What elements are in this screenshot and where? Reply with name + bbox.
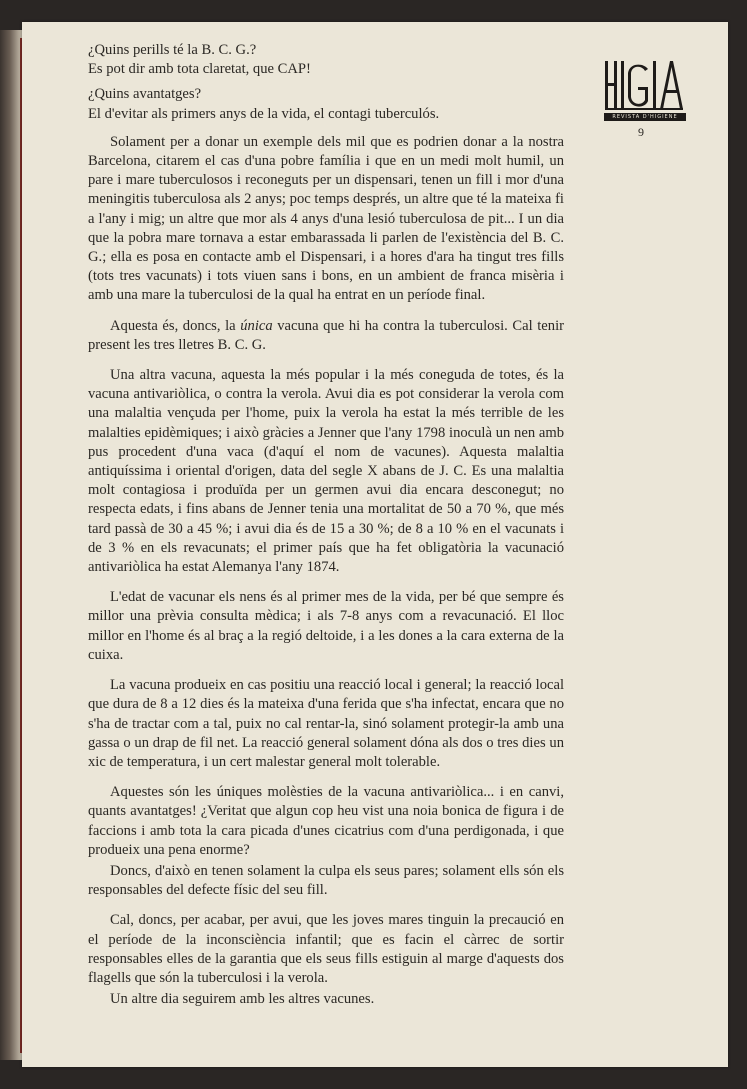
question-advantages: ¿Quins avantatges? [88, 86, 202, 103]
paragraph-reaction: La vacuna produeix en cas positiu una reacció local i general; la reacció local que dura de 8 a 12 dies és la mateixa d'una ferida que s'ha infectat, encara que no s'ha de tractar com a tal, puix no cal rentar-la, sinó solament protegir-la amb una gassa o un drap de fil net. La reacció general solament dóna als dos o tres dies un xic de temperatura, i un cert malestar general molt tolerable. [88, 677, 564, 770]
question-dangers: ¿Quins perills té la B. C. G.? [88, 42, 257, 58]
paragraph-closing: Un altre dia seguirem amb les altres vacunes. [110, 991, 375, 1008]
paragraph-advantages: Aquestes són les úniques molèsties de la vacuna antivariòlica... i en canvi, quants avantatges! ¿Veritat que algun cop heu vist una noia bonica de figura i de faccions i amb tota la cara picada d'unes cicatrius com d'una perdigonada, i que produeix una pena enorme? [88, 784, 564, 858]
paragraph-vaccination-age: L'edat de vacunar els nens és al primer mes de la vida, per bé que sempre és millor una prèvia consulta mèdica; i als 7-8 anys com a revacunació. El lloc millor en l'home és al braç a la regió deltoide, i a les dones a la cara externa de la cuixa. [88, 589, 564, 663]
higia-wordmark [604, 59, 686, 111]
answer-dangers: Es pot dir amb tota claretat, que CAP! [88, 61, 311, 78]
page [22, 22, 728, 1067]
higia-logo [604, 59, 686, 137]
paragraph-parents-blame: Doncs, d'això en tenen solament la culpa els seus pares; solament ells són els responsables del defecte físic del seu fill. [88, 862, 564, 899]
paragraph-smallpox: Una altra vacuna, aquesta la més popular i la més coneguda de totes, és la vacuna antivariòlica, o contra la verola. Avui dia es pot considerar la verola com una malaltia vençuda per l'home, puix la verola ha estat la més terrible de les malalties epidèmiques; i això gràcies a Jenner que l'any 1798 inoculà un nen amb pus procedent d'una vaca (d'aquí el nom de vacunes). Aquesta malaltia antiquíssima i oriental d'origen, data del segle X abans de J. C. Es una malaltia molt contagiosa i produïda per un germen avui dia encara desconegut; no respecta edats, i fins abans de Jenner tenia una mortalitat de 50 a 70 %, que més tard passà de 30 a 45 %; i avui dia és de 15 a 30 %; de 8 a 10 % en el vacunats i de 3 % en els revacunats; el primer país que ha fet obligatòria la vacunació antivariòlica ha estat Alemanya l'any 1874. [88, 367, 564, 576]
answer-advantages: El d'evitar als primers anys de la vida, el contagi tuberculós. [88, 105, 440, 122]
paragraph-only-vaccine-start: Aquesta és, doncs, la [110, 317, 241, 334]
logo-subtitle: REVISTA D'HIGIENE [604, 113, 686, 121]
emphasis-unica: única [240, 317, 273, 334]
book-binding [0, 30, 22, 1060]
article-body [88, 41, 564, 1020]
paragraph-only-vaccine [88, 317, 564, 355]
paragraph-conclusion: Cal, doncs, per acabar, per avui, que les joves mares tinguin la precaució en el període de la inconsciència infantil; que es facin el càrrec de sortir responsables elles de la garantia que els seus fills estiguin al marge d'aquests dos flagells que són la tuberculosi i la verola. [88, 912, 564, 986]
paragraph-barcelona-example: Solament per a donar un exemple dels mil que es podrien donar a la nostra Barcelona, citarem el cas d'una pobre família i que en un medi molt humil, un pare i mare tuberculosos i reconeguts per un dispensari, tenen un fill i mor d'una meningitis tuberculosa als 2 anys; poc temps després, un altre que té la mateixa fi a l'any i mig; un altre que mor als 4 anys d'una lesió tuberculosa de pit... I un dia que la pobra mare tornava a estar embarassada li parlen de l'existència del B. C. G.; ella es posa en contacte amb el Dispensari, i a hores d'ara ha tingut tres fills (tots tres vacunats) i tots viuen sans i bons, en un ambient de franca misèria i amb una mare la tuberculosi de la qual ha entrat en un període final. [88, 133, 564, 304]
paragraph-only-vaccine-end: vacuna que hi ha contra la tuberculosi. Cal tenir present les tres lletres B. C. G. [88, 317, 564, 353]
page-number: 9 [638, 125, 644, 139]
